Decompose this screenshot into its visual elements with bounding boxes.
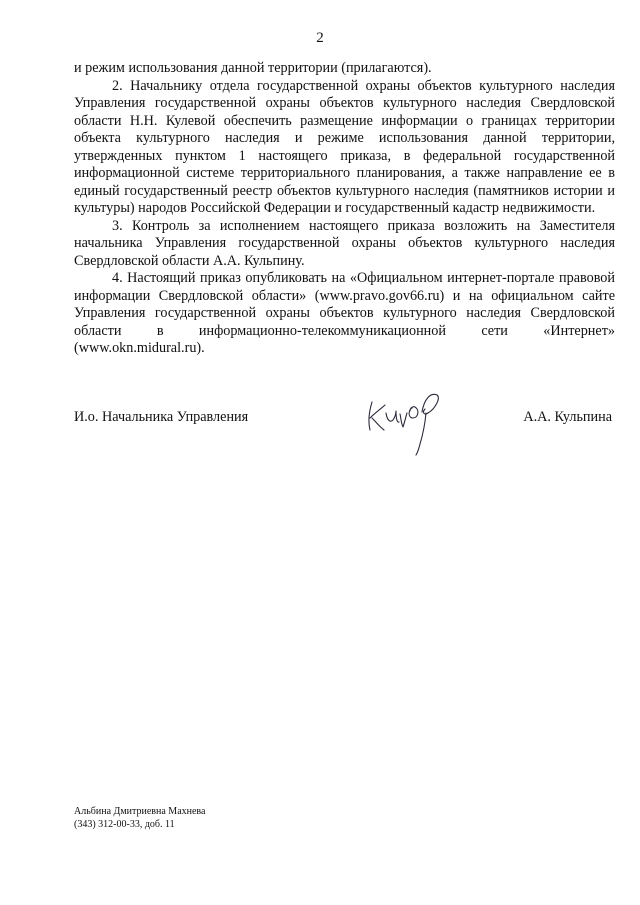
document-body — [74, 60, 615, 358]
contact-phone: (343) 312-00-33, доб. 11 — [74, 819, 175, 830]
paragraph-item-3: 3. Контроль за исполнением настоящего приказа возложить на Заместителя начальника Управления государственной охраны объектов культурного наследия Свердловской области А.А. Кульпину. — [74, 217, 615, 269]
paragraph-item-4: 4. Настоящий приказ опубликовать на «Официальном интернет-портале правовой информации Свердловской области» (www.pravo.gov66.ru) и на официальном сайте Управления государственной охраны объектов культурного наследия Свердловской области в информационно-телекоммуникационной сети «Интернет» (www.okn.midural.ru). — [74, 270, 615, 356]
page-number: 2 — [316, 30, 324, 46]
contact-name: Альбина Дмитриевна Махнева — [74, 806, 206, 817]
contact-block — [74, 805, 205, 831]
handwritten-signature — [358, 378, 448, 458]
signatory-title: И.о. Начальника Управления — [74, 409, 249, 425]
signatory-name: А.А. Кульпина — [523, 409, 612, 425]
paragraph-item-2: 2. Начальнику отдела государственной охраны объектов культурного наследия Управления государственной охраны объектов культурного наследия Свердловской области Н.Н. Кулевой обеспечить размещение информации о границах территории объекта культурного наследия и режиме использования данной территории, утвержденных пунктом 1 настоящего приказа, в федеральной государственной информационной системе территориального планирования, а также направление ее в единый государственный реестр объектов культурного наследия (памятников истории и культуры) народов Российской Федерации и государственный кадастр недвижимости. — [74, 77, 615, 216]
paragraph-continuation: и режим использования данной территории (прилагаются). — [74, 60, 432, 76]
